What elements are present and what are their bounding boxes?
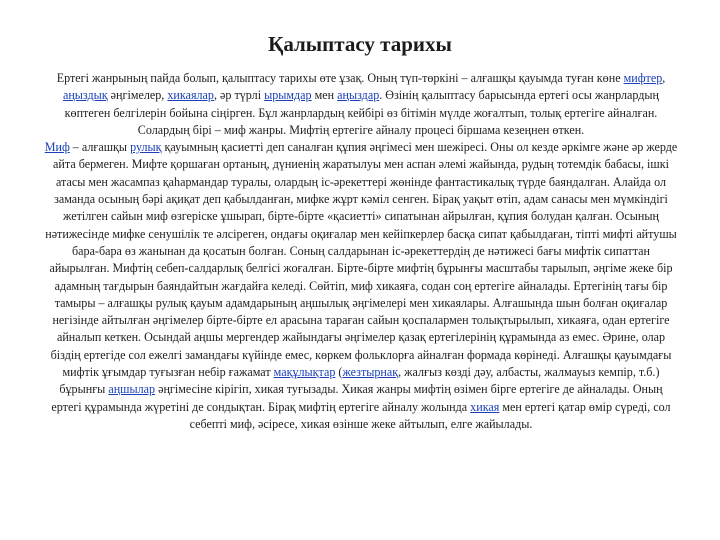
text-run: мен — [311, 88, 338, 103]
text-run: , әр түрлі — [213, 88, 265, 103]
link-maqulyqtar[interactable]: мақұлықтар — [273, 365, 336, 380]
link-anyzdar[interactable]: аңыздар — [337, 88, 380, 103]
text-run: әңгімесіне кірігіп, хикая туғызады. Хикая жанры мифтің өзімен бірге ертегіге де айналады. Оның ертегі құрамында жүретіні де сондықтан. Бірақ мифтің ертегіге айналу жолында — [51, 382, 663, 414]
text-run: қауымның қасиетті деп саналған құпия әңгімесі мен шежіресі. Оны ол кезде әркімге және әр жерде айта бермеген. Мифте қоршаған ортаның, дүниенің жаратылуы мен аспан әлемі жайында, рудың тотемдік бабасы, ішкі атасы мен жасампаз қаһармандар туралы, олардың іс-әрекеттері жөнінде фантастикалық түрде баяндалған. Алайда ол заманда осының бәрі ақиқат деп қабылданған, мифке жұрт кәміл сенген. Бірақ уақыт өтіп, адам санасы мен мүмкіндігі жетілген сайын миф өзгеріске ұшырап, бірте-бірте «қасиетті» сипатынан айрылған, құпия болудан қалған. Осының нәтижесінде мифке сенушілік те әлсіреген, ондағы оқиғалар мен кейіпкерлер басқа сипат қабылдаған, тіпті мифті айтушы бара-бара өз жанынан да қосатын болған. Соның салдарынан іс-әрекеттердің де нәтижесі бағы мифтік сипаттан айырылған. Мифтің себеп-салдарлық белгісі жоғалған. Бірте-бірте мифтің бұрынғы масштабы тарылып, әңгіме жеке бір адамның тағдырын баяндайтын жағдайға келеді. Сөйтіп, миф хикаяға, содан соң ертегіге айналады. Ертегінің тағы бір тамыры – алғашқы рулық қауым адамдарының аңшылық әңгімелері мен хикаялары. Алғашында шын болған оқиғалар негізінде айтылған әңгімелер бірте-бірте ел арасына тараған сайын қоспалармен толықтырылып, хикаяға, одан ертегіге айналып кеткен. Осындай аңшы мергендер жайындағы әңгімелер қазақ ертегілерінің құрамында аз емес. Әрине, олар біздің ертегіде сол ежелгі замандағы күйінде емес, көркем фольклорға айналған формада көрінеді. Алғашқы қауымдағы мифтік ұғымдар туғызған небір ғажамат — [45, 140, 678, 380]
link-zheztyrnaq[interactable]: жезтырнақ — [342, 365, 399, 380]
text-run: әңгімелер, — [107, 88, 168, 103]
text-run: ( — [335, 365, 343, 380]
page-title: Қалыптасу тарихы — [268, 32, 452, 56]
paragraph-intro — [44, 70, 678, 139]
link-anyzdyq[interactable]: аңыздық — [62, 88, 108, 103]
text-run: Ертегі жанрының пайда болып, қалыптасу тарихы өте ұзақ. Оның түп-төркіні – алғашқы қауымда туған көне — [56, 71, 624, 85]
link-hikayalar[interactable]: хикаялар — [167, 88, 214, 103]
link-mifter[interactable]: мифтер — [623, 71, 663, 85]
link-mif[interactable]: Миф — [44, 140, 70, 155]
text-run: мен ертегі қатар өмір сүреді, сол себепті миф, әсіресе, хикая өзінше жеке айтылып, елге жайылады. — [189, 399, 671, 431]
text-run: , — [662, 71, 666, 85]
text-run: , жалғыз көзді дәу, албасты, жалмауыз кемпір, т.б.) бұрынғы — [59, 365, 660, 397]
text-run: – алғашқы — [69, 140, 131, 155]
link-rulyq[interactable]: рулық — [130, 140, 162, 155]
text-run: . Өзінің қалыптасу барысында ертегі осы жанрлардың көптеген белгілерін бойына сіңірген. Бұл жанрлардың кейбірі өз бітімін мүлде жоғалтып, толық ертегіге айналған. Солардың бірі – миф жанры. Мифтің ертегіге айналу процесі біршама кезеңнен өткен. — [64, 88, 660, 137]
paragraph-myth — [44, 139, 678, 433]
link-anshylar[interactable]: аңшылар — [108, 382, 156, 397]
link-hikaya[interactable]: хикая — [470, 399, 500, 414]
link-yrymdar[interactable]: ырымдар — [264, 88, 312, 103]
article-body — [44, 70, 678, 433]
